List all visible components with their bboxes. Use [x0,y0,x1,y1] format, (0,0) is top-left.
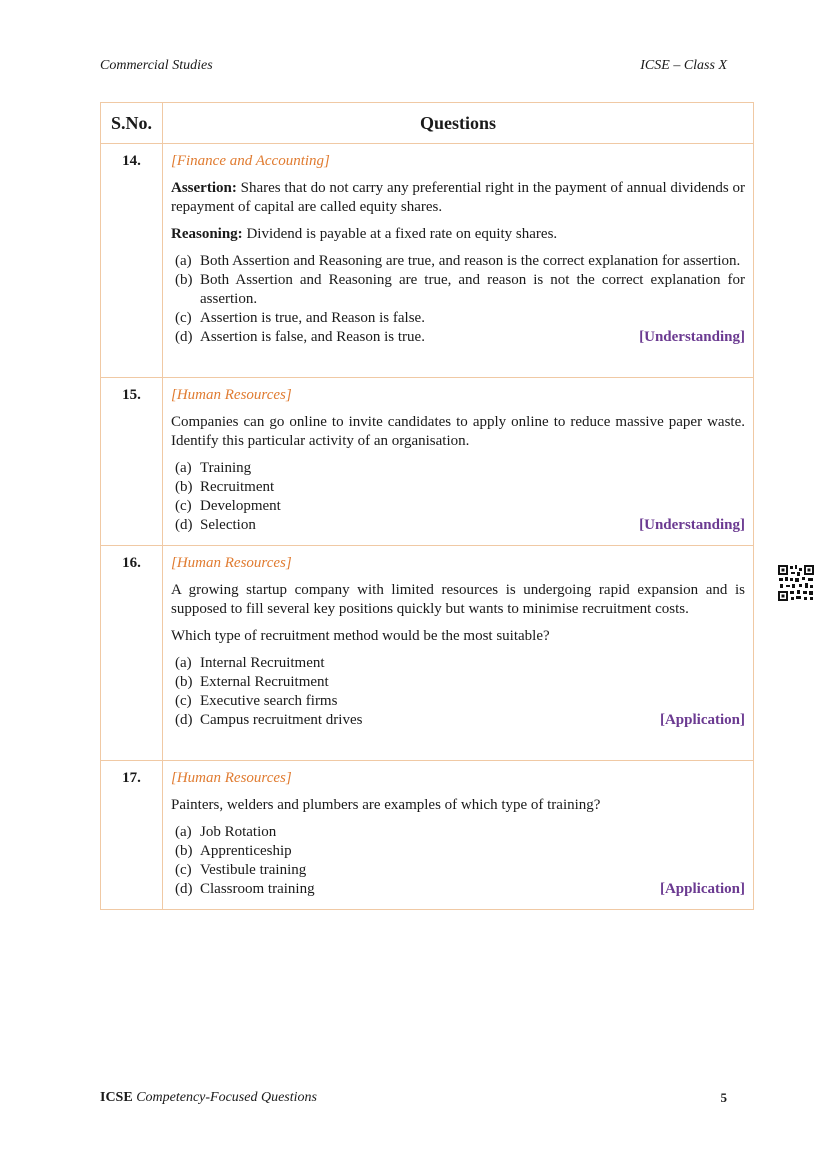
col-header-questions: Questions [163,103,754,144]
reasoning-text [171,225,745,244]
option-text: Both Assertion and Reasoning are true, and reason is the correct explanation for assertion. [200,253,741,269]
option-label: (b) [175,479,193,495]
option-item [175,252,745,271]
question-number: 15. [101,378,163,546]
question-number: 16. [101,546,163,761]
option-text: Assertion is true, and Reason is false. [200,310,425,326]
table-row [101,144,754,378]
option-label: (b) [175,674,193,690]
table-row [101,546,754,761]
header-class: ICSE – Class X [640,58,727,73]
options-list [171,823,745,880]
option-text: Both Assertion and Reasoning are true, and reason is not the correct explanation for assertion. [200,272,745,307]
question-topic: [Human Resources] [171,387,292,403]
option-text: Vestibule training [200,862,307,878]
cognitive-level-tag: [Understanding] [639,329,745,345]
question-text-2: Which type of recruitment method would be the most suitable? [171,628,550,644]
option-item [175,309,745,328]
option-item-last [171,516,745,535]
assertion-body: Shares that do not carry any preferential right in the payment of annual dividends or repayment of capital are called equity shares. [171,180,745,215]
option-label: (b) [175,843,193,859]
option-label: (d) [175,712,193,728]
option-text: Selection [200,517,256,533]
table-row [101,761,754,910]
option-text: Training [200,460,252,476]
question-cell [163,546,754,761]
table-header-row [101,103,754,144]
options-list [171,654,745,711]
option-label: (c) [175,862,192,878]
option-label: (a) [175,824,192,840]
option-label: (a) [175,253,192,269]
question-number: 17. [101,761,163,910]
option-label: (a) [175,460,192,476]
footer-subtitle: Competency-Focused Questions [132,1090,317,1105]
header-subject: Commercial Studies [100,58,213,73]
question-text: Painters, welders and plumbers are examples of which type of training? [171,797,601,813]
question-topic: [Finance and Accounting] [171,153,330,169]
qr-code-icon[interactable] [777,564,815,602]
option-text: Recruitment [200,479,275,495]
option-label: (c) [175,693,192,709]
cognitive-level-tag: [Understanding] [639,517,745,533]
question-topic: [Human Resources] [171,770,292,786]
col-header-sno: S.No. [101,103,163,144]
option-item-last [171,880,745,899]
option-item [175,673,745,692]
option-text: Executive search firms [200,693,338,709]
option-item [175,861,745,880]
question-topic: [Human Resources] [171,555,292,571]
option-text: Development [200,498,281,514]
option-item [175,654,745,673]
option-text: Apprenticeship [200,843,292,859]
option-label: (c) [175,310,192,326]
option-item [175,271,745,309]
footer-brand: ICSE [100,1090,133,1105]
table-row [101,378,754,546]
option-label: (d) [175,517,193,533]
cognitive-level-tag: [Application] [659,881,745,897]
question-cell [163,144,754,378]
question-text: A growing startup company with limited resources is undergoing rapid expansion and is supposed to fill several key positions quickly but wants to minimise recruitment costs. [171,582,745,617]
option-label: (b) [175,272,193,288]
questions-table [100,102,754,910]
option-label: (c) [175,498,192,514]
option-text: Internal Recruitment [200,655,325,671]
option-text: Classroom training [200,881,315,897]
option-label: (d) [175,329,193,345]
option-item [175,478,745,497]
option-text: Campus recruitment drives [200,712,363,728]
question-text: Companies can go online to invite candidates to apply online to reduce massive paper waste. Identify this particular activity of an organisation. [171,414,745,449]
option-item [175,459,745,478]
question-cell [163,378,754,546]
option-label: (d) [175,881,193,897]
option-item [175,692,745,711]
option-text: Assertion is false, and Reason is true. [200,329,425,345]
option-item-last [171,328,745,347]
assertion-text [171,179,745,217]
cognitive-level-tag: [Application] [659,712,745,728]
option-item [175,842,745,861]
option-text: Job Rotation [200,824,277,840]
reasoning-body: Dividend is payable at a fixed rate on equity shares. [242,226,558,242]
page-footer [100,1090,727,1106]
assertion-label: Assertion: [171,180,237,196]
reasoning-label: Reasoning: [171,226,243,242]
option-label: (a) [175,655,192,671]
option-text: External Recruitment [200,674,329,690]
page-number: 5 [720,1090,727,1105]
question-number: 14. [101,144,163,378]
option-item-last [171,711,745,730]
options-list [171,459,745,516]
question-cell [163,761,754,910]
option-item [175,497,745,516]
option-item [175,823,745,842]
options-list [171,252,745,328]
